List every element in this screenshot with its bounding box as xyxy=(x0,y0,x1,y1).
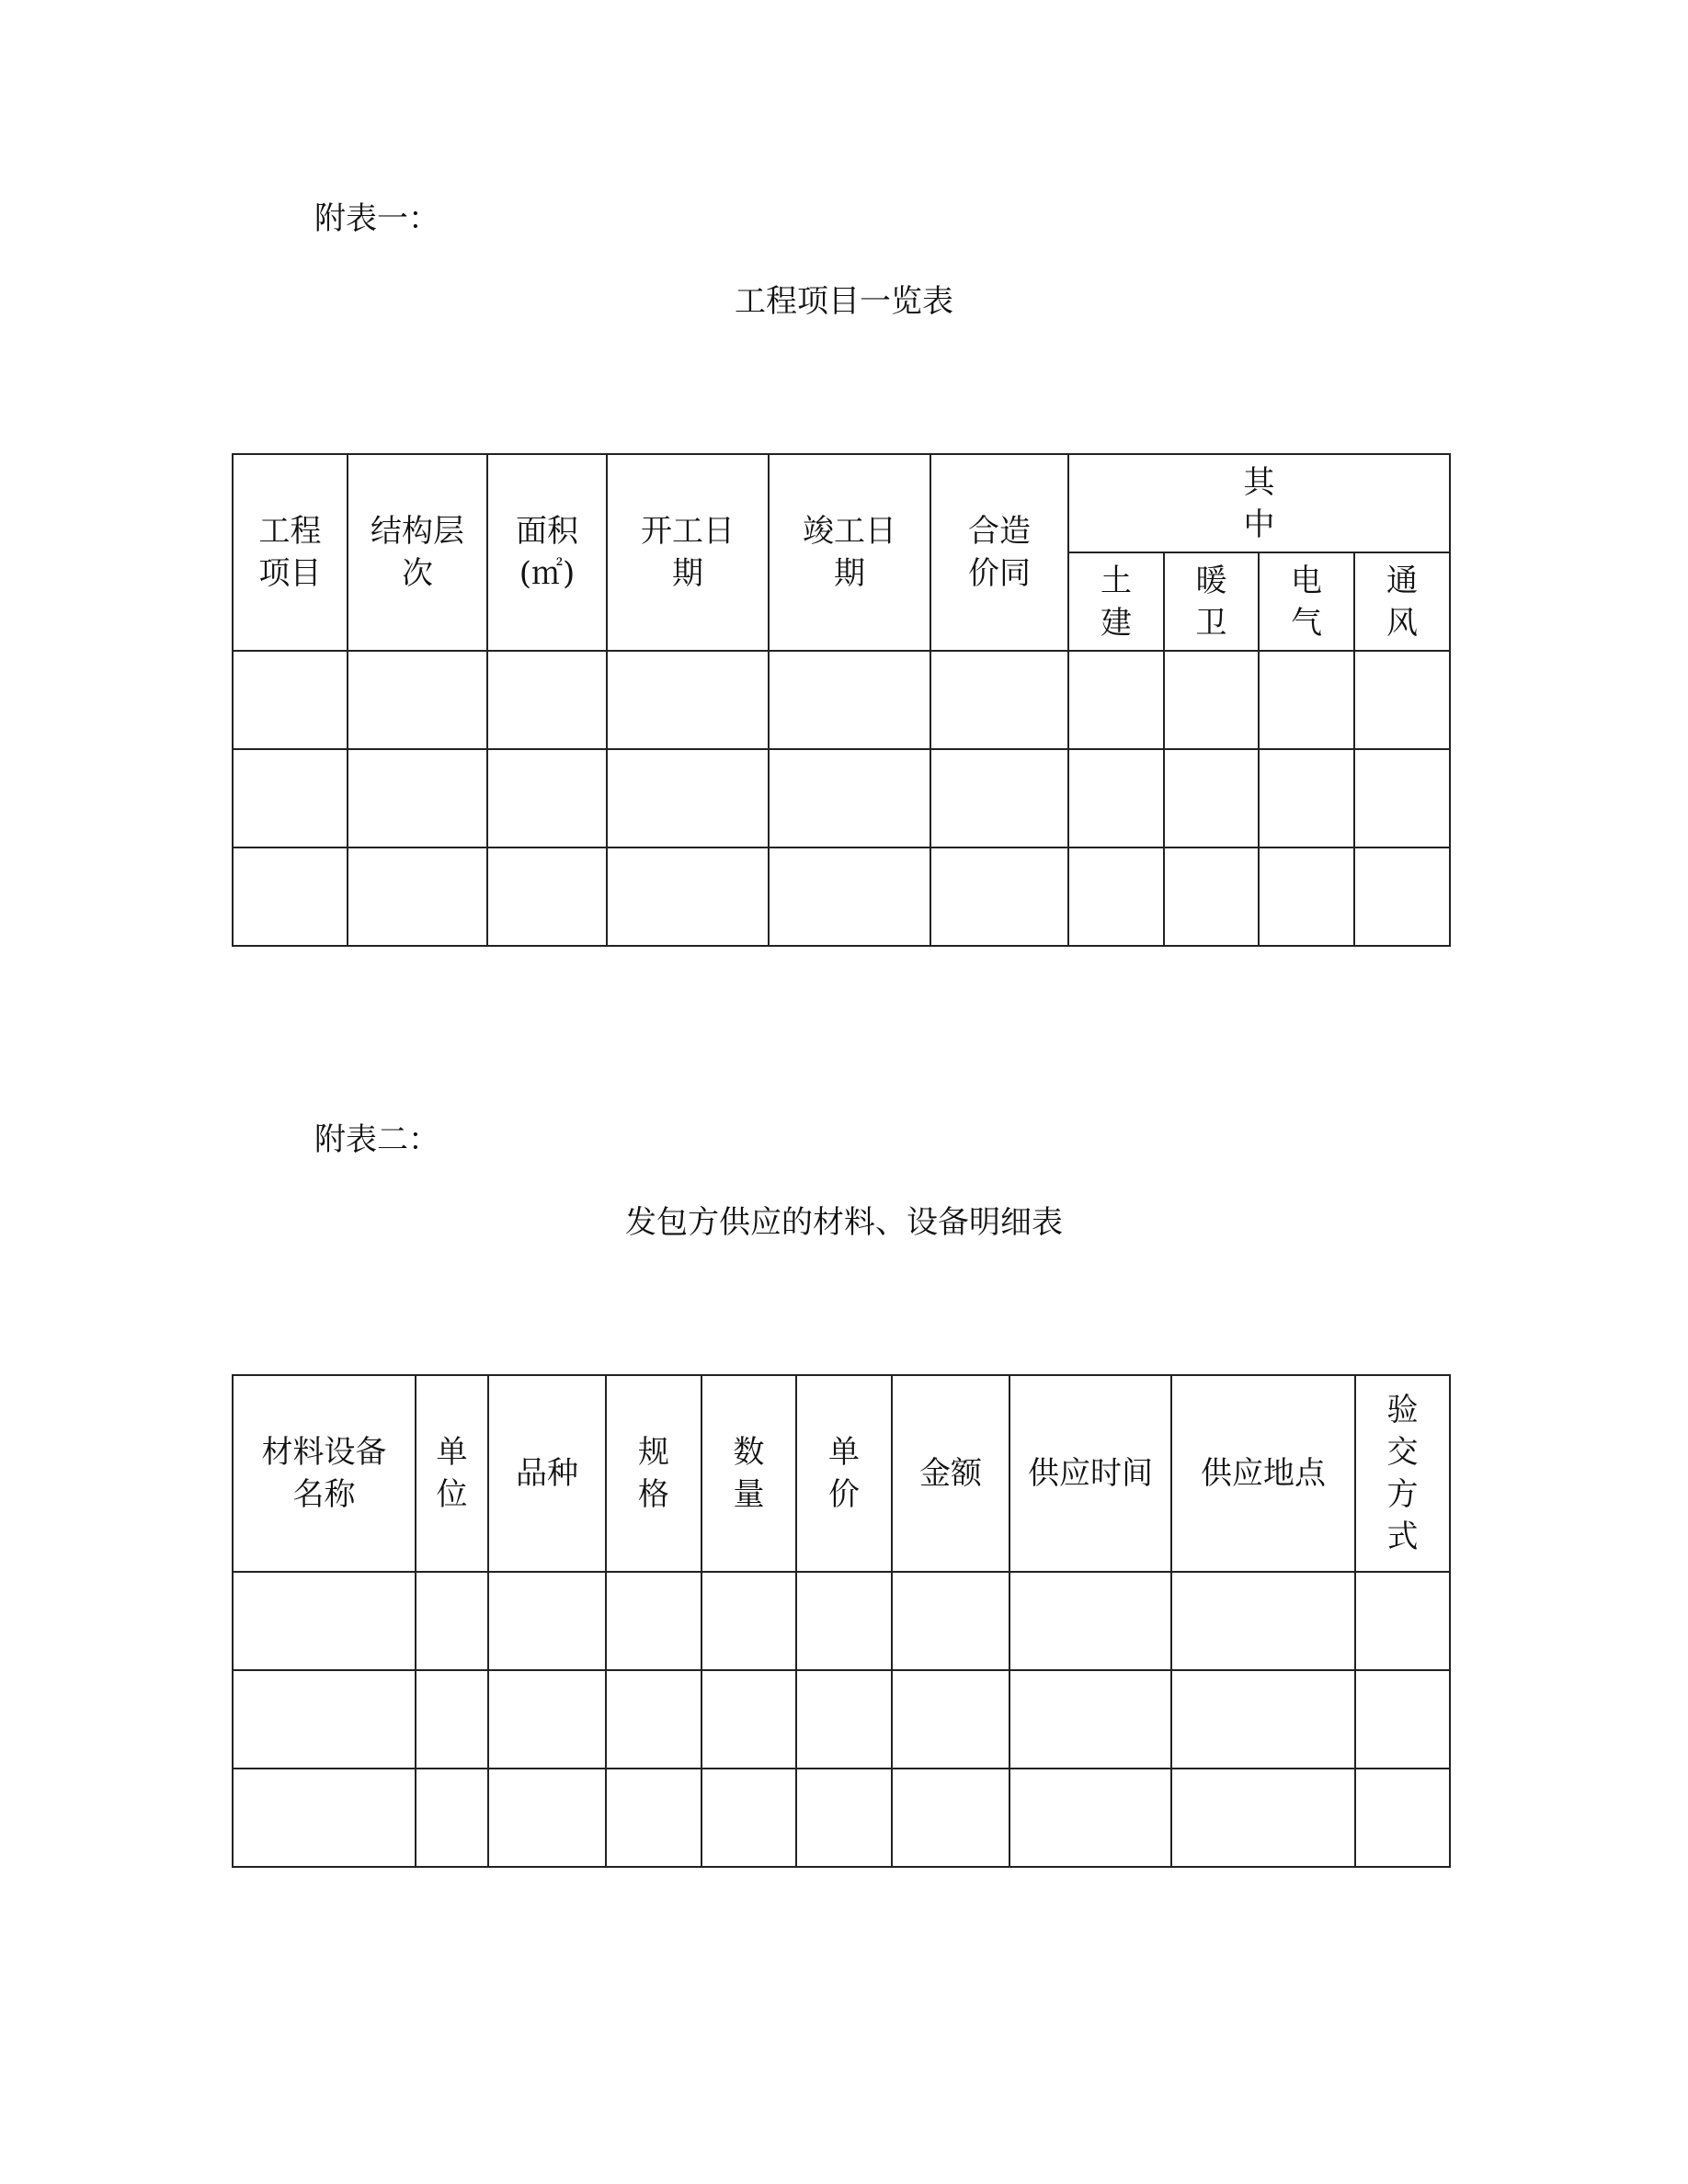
header-sub-tujian: 土建 xyxy=(1068,552,1164,651)
table-cell[interactable] xyxy=(1009,1670,1171,1769)
header-end-date: 竣工日期 xyxy=(769,454,930,651)
table1-label: 附表一： xyxy=(314,200,439,237)
table-cell[interactable] xyxy=(1259,749,1354,847)
header-start-date: 开工日期 xyxy=(607,454,769,651)
table-cell[interactable] xyxy=(233,1572,416,1670)
header-unit-price: 单价 xyxy=(796,1375,892,1572)
table-cell[interactable] xyxy=(487,749,607,847)
table-cell[interactable] xyxy=(769,749,930,847)
table-cell[interactable] xyxy=(701,1670,796,1769)
table-cell[interactable] xyxy=(892,1670,1009,1769)
table-cell[interactable] xyxy=(233,1769,416,1867)
table-cell[interactable] xyxy=(1355,1572,1450,1670)
table-row xyxy=(233,749,1450,847)
table-cell[interactable] xyxy=(233,651,348,749)
table-cell[interactable] xyxy=(488,1572,606,1670)
table-cell[interactable] xyxy=(930,749,1068,847)
table-cell[interactable] xyxy=(487,651,607,749)
table-cell[interactable] xyxy=(348,651,487,749)
table-row xyxy=(233,651,1450,749)
table-cell[interactable] xyxy=(416,1572,488,1670)
table-cell[interactable] xyxy=(1354,651,1450,749)
table-cell[interactable] xyxy=(1355,1670,1450,1769)
table-cell[interactable] xyxy=(606,1769,701,1867)
table-cell[interactable] xyxy=(1009,1572,1171,1670)
table-cell[interactable] xyxy=(488,1670,606,1769)
table-cell[interactable] xyxy=(1259,651,1354,749)
header-unit: 单位 xyxy=(416,1375,488,1572)
table-cell[interactable] xyxy=(892,1769,1009,1867)
header-material-name: 材料设备名称 xyxy=(233,1375,416,1572)
table-cell[interactable] xyxy=(701,1572,796,1670)
table-cell[interactable] xyxy=(233,847,348,946)
header-spec: 规格 xyxy=(606,1375,701,1572)
table-cell[interactable] xyxy=(796,1769,892,1867)
table-cell[interactable] xyxy=(892,1572,1009,1670)
header-sub-nuanwei: 暖卫 xyxy=(1164,552,1259,651)
table-cell[interactable] xyxy=(1164,749,1259,847)
table-cell[interactable] xyxy=(1164,651,1259,749)
table-cell[interactable] xyxy=(701,1769,796,1867)
table-cell[interactable] xyxy=(1354,847,1450,946)
table-cell[interactable] xyxy=(1068,847,1164,946)
header-project: 工程项目 xyxy=(233,454,348,651)
table-cell[interactable] xyxy=(1171,1769,1355,1867)
table1-title: 工程项目一览表 xyxy=(735,283,953,320)
table2-title: 发包方供应的材料、设备明细表 xyxy=(625,1204,1063,1241)
header-quantity: 数量 xyxy=(701,1375,796,1572)
header-area: 面积(㎡) xyxy=(487,454,607,651)
table-cell[interactable] xyxy=(1355,1769,1450,1867)
header-amount: 金额 xyxy=(892,1375,1009,1572)
table-cell[interactable] xyxy=(1068,749,1164,847)
table-cell[interactable] xyxy=(769,847,930,946)
table-cell[interactable] xyxy=(930,651,1068,749)
table-cell[interactable] xyxy=(487,847,607,946)
header-variety: 品种 xyxy=(488,1375,606,1572)
table-cell[interactable] xyxy=(1259,847,1354,946)
table-cell[interactable] xyxy=(796,1670,892,1769)
header-structure: 结构层次 xyxy=(348,454,487,651)
header-contract-price: 合造价同 xyxy=(930,454,1068,651)
header-supply-location: 供应地点 xyxy=(1171,1375,1355,1572)
table-cell[interactable] xyxy=(416,1769,488,1867)
header-supply-time: 供应时间 xyxy=(1009,1375,1171,1572)
table-cell[interactable] xyxy=(416,1670,488,1769)
table-row xyxy=(233,847,1450,946)
table-cell[interactable] xyxy=(233,1670,416,1769)
table-cell[interactable] xyxy=(1068,651,1164,749)
table-cell[interactable] xyxy=(348,749,487,847)
table-cell[interactable] xyxy=(1164,847,1259,946)
table-cell[interactable] xyxy=(607,749,769,847)
header-group-qizhong: 其中 xyxy=(1068,454,1450,552)
table-row xyxy=(233,1769,1450,1867)
table-cell[interactable] xyxy=(1354,749,1450,847)
table-cell[interactable] xyxy=(348,847,487,946)
table-cell[interactable] xyxy=(606,1670,701,1769)
header-sub-tongfeng: 通风 xyxy=(1354,552,1450,651)
table-cell[interactable] xyxy=(607,651,769,749)
table-cell[interactable] xyxy=(1009,1769,1171,1867)
table-cell[interactable] xyxy=(1171,1572,1355,1670)
table-cell[interactable] xyxy=(769,651,930,749)
table-cell[interactable] xyxy=(1171,1670,1355,1769)
table-cell[interactable] xyxy=(233,749,348,847)
header-sub-dianqi: 电气 xyxy=(1259,552,1354,651)
header-acceptance-method: 验交方式 xyxy=(1355,1375,1450,1572)
table-cell[interactable] xyxy=(488,1769,606,1867)
project-overview-table xyxy=(232,453,1451,947)
table2-label: 附表二： xyxy=(314,1121,439,1158)
materials-equipment-table xyxy=(232,1374,1451,1868)
table-cell[interactable] xyxy=(930,847,1068,946)
table-cell[interactable] xyxy=(607,847,769,946)
table-cell[interactable] xyxy=(796,1572,892,1670)
table-row xyxy=(233,1670,1450,1769)
table-row xyxy=(233,1572,1450,1670)
table-cell[interactable] xyxy=(606,1572,701,1670)
